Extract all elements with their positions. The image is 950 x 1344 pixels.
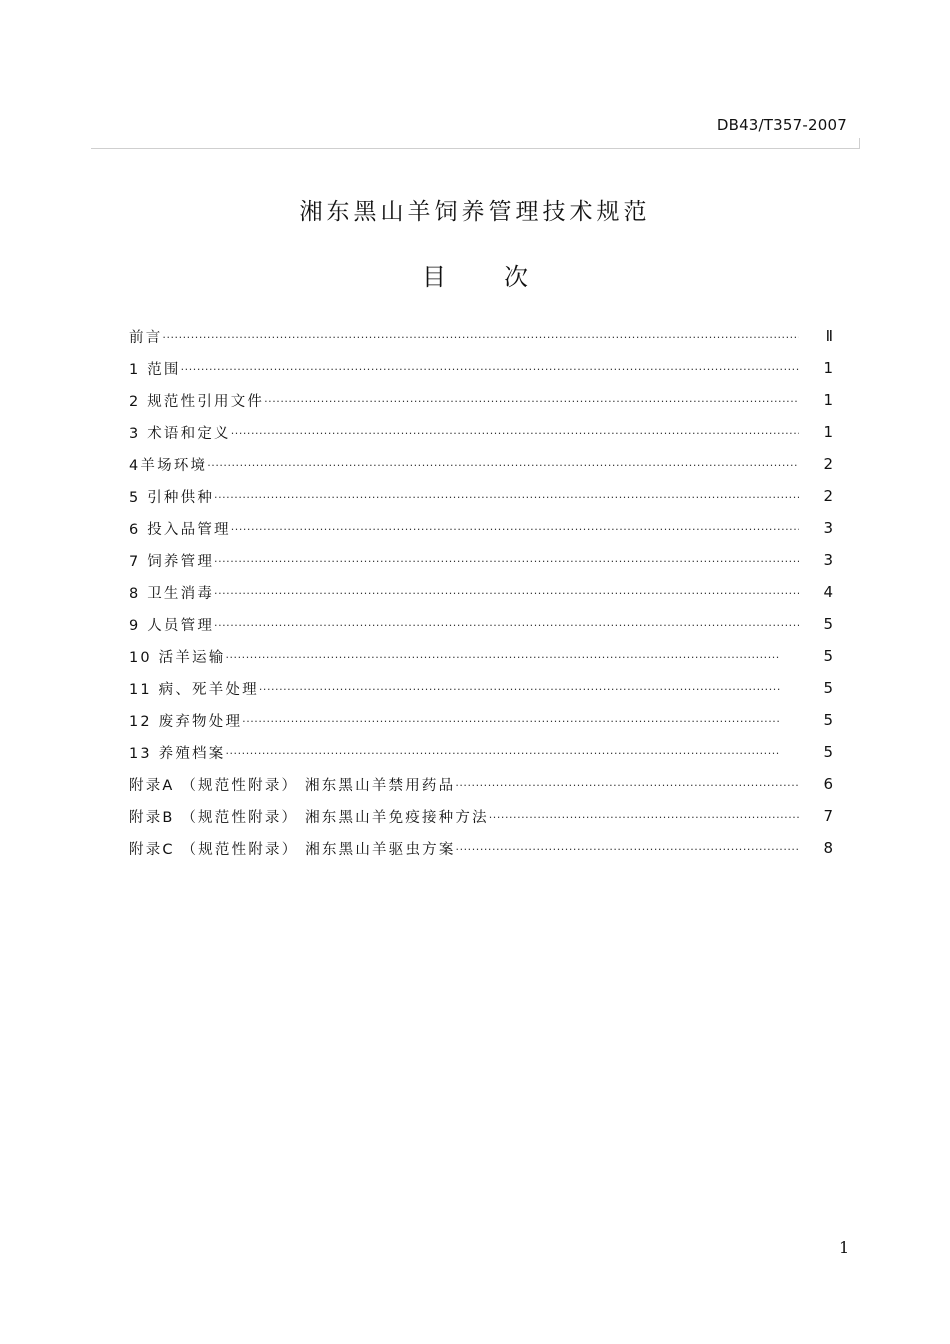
toc-entry-live-transport[interactable]: [129, 640, 833, 672]
toc-dot-leader: [225, 747, 781, 760]
toc-entry-label: 4羊场环境: [129, 457, 208, 474]
table-of-contents: [129, 320, 833, 864]
toc-entry-appendix-a[interactable]: [129, 768, 833, 800]
toc-entry-page: 5: [823, 615, 833, 633]
toc-heading: [0, 257, 950, 292]
toc-entry-label: 11 病、死羊处理: [129, 681, 259, 698]
toc-entry-page: 2: [823, 455, 833, 473]
toc-entry-label: 前言: [129, 329, 163, 346]
toc-dot-leader: [162, 331, 799, 344]
toc-dot-leader: [214, 491, 799, 504]
toc-entry-page: 5: [823, 711, 833, 729]
toc-entry-page: 5: [823, 679, 833, 697]
toc-entry-page: 1: [823, 391, 833, 409]
toc-entry-breeding-records[interactable]: [129, 736, 833, 768]
toc-entry-page: 3: [823, 519, 833, 537]
toc-entry-label: 3 术语和定义: [129, 425, 231, 442]
toc-entry-input-management[interactable]: [129, 512, 833, 544]
toc-entry-personnel-management[interactable]: [129, 608, 833, 640]
page-number: 1: [839, 1238, 850, 1257]
toc-dot-leader: [231, 427, 799, 440]
toc-dot-leader: [225, 651, 781, 664]
toc-entry-label: 12 废弃物处理: [129, 713, 243, 730]
toc-heading-left: 目: [422, 263, 446, 291]
toc-entry-appendix-c[interactable]: [129, 832, 833, 864]
toc-entry-scope[interactable]: [129, 352, 833, 384]
toc-entry-page: 8: [823, 839, 833, 857]
toc-heading-right: 次: [504, 263, 528, 291]
toc-dot-leader: [181, 363, 799, 376]
toc-entry-terms-definitions[interactable]: [129, 416, 833, 448]
standard-code: DB43/T357-2007: [716, 116, 847, 134]
toc-entry-normative-references[interactable]: [129, 384, 833, 416]
toc-entry-farm-environment[interactable]: [129, 448, 833, 480]
toc-entry-page: Ⅱ: [825, 327, 833, 345]
toc-dot-leader: [214, 587, 799, 600]
header-divider-tick: [859, 138, 860, 149]
toc-dot-leader: [207, 459, 799, 472]
toc-entry-breeding-introduction[interactable]: [129, 480, 833, 512]
toc-entry-label: 8 卫生消毒: [129, 585, 215, 602]
toc-entry-feeding-management[interactable]: [129, 544, 833, 576]
toc-entry-foreword[interactable]: [129, 320, 833, 352]
toc-entry-label: 7 饲养管理: [129, 553, 215, 570]
toc-dot-leader: [231, 523, 799, 536]
toc-dot-leader: [214, 555, 799, 568]
toc-dot-leader: [456, 843, 799, 856]
toc-dot-leader: [214, 619, 799, 632]
toc-entry-hygiene-disinfection[interactable]: [129, 576, 833, 608]
toc-entry-label: 10 活羊运输: [129, 649, 226, 666]
toc-entry-waste-handling[interactable]: [129, 704, 833, 736]
toc-dot-leader: [489, 811, 799, 824]
toc-entry-label: 13 养殖档案: [129, 745, 226, 762]
toc-entry-label: 6 投入品管理: [129, 521, 231, 538]
toc-entry-sick-dead-handling[interactable]: [129, 672, 833, 704]
toc-entry-label: 1 范围: [129, 361, 181, 378]
toc-entry-page: 6: [823, 775, 833, 793]
toc-entry-label: 附录C （规范性附录） 湘东黑山羊驱虫方案: [129, 841, 456, 858]
toc-entry-page: 7: [823, 807, 833, 825]
header-divider: [91, 148, 860, 149]
toc-entry-label: 附录B （规范性附录） 湘东黑山羊免疫接种方法: [129, 809, 489, 826]
toc-entry-label: 9 人员管理: [129, 617, 215, 634]
toc-entry-label: 附录A （规范性附录） 湘东黑山羊禁用药品: [129, 777, 456, 794]
toc-dot-leader: [259, 683, 781, 696]
toc-entry-appendix-b[interactable]: [129, 800, 833, 832]
document-title: 湘东黑山羊饲养管理技术规范: [299, 199, 651, 225]
toc-entry-page: 4: [823, 583, 833, 601]
toc-entry-page: 5: [823, 743, 833, 761]
toc-dot-leader: [264, 395, 799, 408]
toc-dot-leader: [242, 715, 781, 728]
toc-entry-page: 3: [823, 551, 833, 569]
toc-entry-page: 1: [823, 359, 833, 377]
toc-entry-page: 2: [823, 487, 833, 505]
toc-entry-label: 5 引种供种: [129, 489, 215, 506]
toc-entry-page: 1: [823, 423, 833, 441]
toc-dot-leader: [455, 779, 799, 792]
toc-entry-page: 5: [823, 647, 833, 665]
toc-entry-label: 2 规范性引用文件: [129, 393, 265, 410]
